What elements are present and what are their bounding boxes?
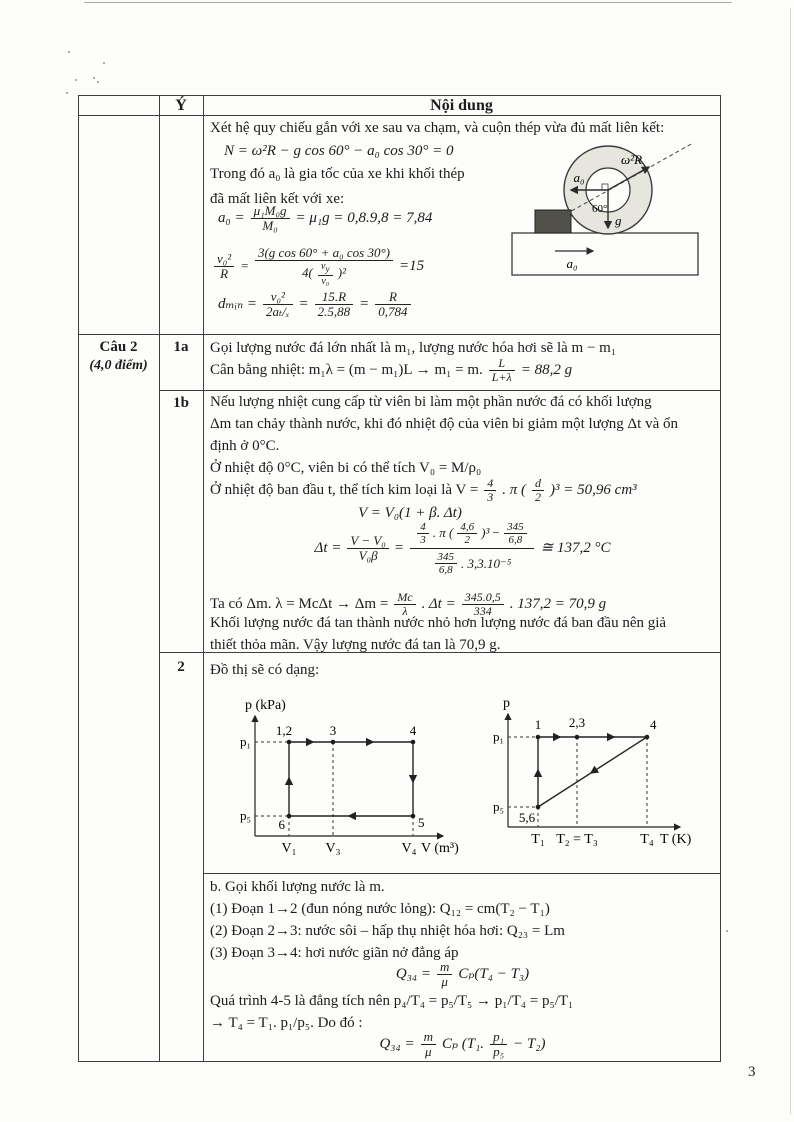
cau1-line2: Trong đó a₀ là gia tốc của xe khi khối thép [210, 166, 465, 182]
pt-diagram [490, 696, 730, 858]
scan-speck [726, 930, 728, 932]
item-1b-line8: thiết thỏa mãn. Vậy lượng nước đá tan là 70,9 g. [210, 637, 501, 653]
eqdt-rhs: ≅ 137,2 °C [540, 540, 611, 557]
table-border-bottom [78, 1061, 721, 1062]
item-2b-eq2: Q₃₄ = $\frac{m}{\mu}$ Cₚ (T₁. $\frac{\text{p₁}}{\text{p₅}}$ − T₂) [379, 1029, 546, 1060]
item-1b-eqv: V = V₀(1 + β. Δt) [358, 505, 462, 521]
col-divider-1 [159, 95, 160, 1061]
cau2-points: (4,0 điểm) [89, 358, 148, 373]
row-divider-graphs-b [203, 873, 721, 874]
scan-speck [68, 51, 70, 53]
pv-point-3: 3 [329, 723, 337, 738]
cart-body [512, 233, 698, 275]
item-1b-eqdt: Δt = $\frac{\text{V − V₀}}{\text{V₀β}}$ = $\frac{4}{3}$ . π ( $\frac{4,6}{2}$ )³ − $\frac{345}{6,8}$ $\frac{345}{6,8}$ . 3,3.10⁻⁵ ≅ 137,2 °C [314, 521, 611, 577]
pt-point-56: 5,6 [518, 810, 536, 825]
pv-point-12: 1,2 [275, 723, 293, 738]
eq-v0-frac2: 3(g cos 60° + a₀ cos 30°) 4( $\frac{vy}{\text{v₀}}$ )² [255, 246, 393, 287]
a0-label: a₀ [573, 170, 585, 185]
1a-eq-pre: Cân bằng nhiệt: m₁λ = (m − m₁)L → m₁ = m. [210, 362, 483, 379]
scan-edge-line [84, 2, 732, 3]
eq-v0-equals: = [240, 258, 249, 274]
eqdt-lhs: Δt = [314, 540, 342, 557]
item-2-label: 2 [177, 659, 185, 675]
eq-v0-nested-frac: $\frac{vy}{\text{v₀}}$ [318, 261, 332, 287]
pv-diagram [225, 696, 475, 858]
scan-right-edge [790, 8, 791, 1114]
item-1b-line6: Ta có Δm. λ = McΔt → Δm = $\frac{Mc}{\lambda}$ . Δt = $\frac{345.0,5}{334}$ . 137,2 = 70,9 g [210, 590, 607, 619]
item-2b-line6: → T₄ = T₁. p₁/p₅. Do đó : [210, 1015, 363, 1031]
pv-state-points [287, 740, 416, 819]
eqdt-big-fraction [410, 521, 533, 576]
pt-point-4: 4 [650, 717, 657, 732]
eq-v0-tail: =15 [398, 258, 425, 275]
col-divider-2 [203, 95, 204, 1061]
item-1a-eq [210, 357, 572, 384]
pt-p1-tick: p₁ [492, 729, 504, 744]
item-1a-label: 1a [173, 339, 189, 355]
1a-eq-tail: = 88,2 g [520, 362, 573, 379]
cau1-eq-dmin: dₘᵢₙ = $\frac{\text{v₀²}}{\text{2aₜ/ₓ}}$ = $\frac{15.R}{2.5,88}$ = $\frac{R}{0,784}$ [218, 290, 413, 320]
pv-v4-tick: V₄ [401, 841, 417, 856]
table-border-left [78, 95, 79, 1061]
eqdt-big-numerator: $\frac{4}{3}$ . π ( $\frac{4,6}{2}$ )³ − $\frac{345}{6,8}$ [410, 521, 533, 549]
row-divider-cau1-cau2 [78, 334, 721, 335]
item-2b-line2: (1) Đoạn 1→2 (đun nóng nước lỏng): Q₁₂ = cm(T₂ − T₁) [210, 901, 550, 917]
item-1b-line7: Khối lượng nước đá tan thành nước nhỏ hơn lượng nước đá ban đầu nên giả [210, 615, 667, 631]
page-number: 3 [748, 1064, 756, 1080]
header-y: Ý [175, 97, 187, 114]
pv-title: p (kPa) [245, 698, 286, 713]
item-1b-line2: Δm tan chảy thành nước, khi đó nhiệt độ của viên bi giảm một lượng Δt và ổn [210, 416, 678, 432]
pv-point-4: 4 [409, 723, 417, 738]
scan-speck [66, 92, 68, 94]
pv-point-6: 6 [278, 817, 285, 832]
block-on-cart [535, 210, 571, 233]
item-1b-line3: định ở 0°C. [210, 438, 280, 454]
eq-a0-tail: = μ₁g = 0,8.9,8 = 7,84 [295, 210, 433, 227]
item-2b-line1: b. Gọi khối lượng nước là m. [210, 879, 385, 895]
omega2R-label: ω²R [621, 152, 643, 167]
pv-v3-tick: V₃ [325, 841, 341, 856]
pt-t4-tick: T₄ [640, 832, 654, 847]
eq-v0-frac1: $\frac{\text{v₀²}}{R}$ [214, 252, 234, 282]
cart-a0-label: a₀ [566, 256, 578, 271]
pv-p1-tick: p₁ [239, 734, 251, 749]
1a-eq-fraction: $\frac{L}{L+\lambda}$ [489, 357, 515, 384]
item-1b-label: 1b [173, 395, 189, 411]
eq-v0-denominator: 4( $\frac{vy}{\text{v₀}}$ )² [301, 261, 346, 288]
cau1-eq-n: N = ω²R − g cos 60° − a₀ cos 30° = 0 [224, 143, 454, 159]
cau1-eq-v0 [212, 246, 424, 287]
cau2-label: Câu 2 [99, 339, 138, 355]
item-1a-line1: Gọi lượng nước đá lớn nhất là m₁, lượng nước hóa hơi sẽ là m − m₁ [210, 340, 617, 356]
cau1-line1: Xét hệ quy chiếu gắn với xe sau va chạm, và cuộn thép vừa đủ mất liên kết: [210, 120, 665, 136]
pt-t1-tick: T₁ [531, 832, 545, 847]
pv-point-5: 5 [418, 815, 425, 830]
item-1b-line1: Nếu lượng nhiệt cung cấp từ viên bi làm một phần nước đá có khối lượng [210, 394, 652, 410]
scan-speck [93, 77, 95, 79]
pv-cycle-path [289, 742, 413, 816]
eq-a0-lhs: a₀ = [218, 210, 245, 227]
pv-v1-tick: V₁ [281, 841, 297, 856]
item-2-intro: Đồ thị sẽ có dạng: [210, 662, 320, 678]
pt-x-axis-label: T (K) [660, 832, 692, 847]
mechanics-diagram [505, 130, 717, 280]
1b-l5-pre: Ở nhiệt độ ban đầu t, thể tích kim loại là V = [210, 482, 479, 499]
angle-label: 60° [592, 203, 608, 215]
item-2b-eq1: Q₃₄ = $\frac{m}{\mu}$ Cₚ(T₄ − T₃) [395, 959, 530, 990]
eq-a0-fraction: $\frac{\text{μ₁M₀g}}{\text{M₀}}$ [251, 204, 290, 234]
item-2b-line4: (3) Đoạn 3→4: hơi nước giãn nở đẳng áp [210, 945, 459, 961]
cau1-eq-a0 [218, 204, 432, 234]
scan-speck [75, 79, 77, 81]
pt-point-23: 2,3 [568, 715, 586, 730]
pt-t23-tick: T₂ = T₃ [556, 832, 598, 847]
item-1b-line4: Ở nhiệt độ 0°C, viên bi có thể tích V₀ = M/ρ₀ [210, 460, 482, 476]
pt-title: p [503, 696, 510, 711]
g-label: g [615, 213, 622, 228]
header-noi-dung: Nội dung [430, 97, 493, 114]
scan-speck [97, 81, 99, 83]
row-divider-1a-1b [159, 390, 721, 391]
item-2b-line5: Quá trình 4-5 là đẳng tích nên p₄/T₄ = p₅/T₅ → p₁/T₄ = p₅/T₁ [210, 993, 574, 1009]
eqdt-big-denominator: $\frac{345}{6,8}$ . 3,3.10⁻⁵ [428, 549, 517, 576]
cau1-line3: đã mất liên kết với xe: [210, 191, 345, 207]
item-2b-line3: (2) Đoạn 2→3: nước sôi – hấp thụ nhiệt hóa hơi: Q₂₃ = Lm [210, 923, 565, 939]
table-border-right [720, 95, 721, 1061]
scan-speck [103, 62, 105, 64]
pv-p5-tick: p₅ [239, 808, 251, 823]
pt-p5-tick: p₅ [492, 799, 504, 814]
pv-x-axis-label: V (m³) [421, 841, 459, 856]
item-1b-line5: Ở nhiệt độ ban đầu t, thể tích kim loại là V = $\frac{4}{3}$ . π ( $\frac{d}{2}$ )³ = 50,96 cm³ [210, 476, 637, 505]
eq-dmin-lhs: dₘᵢₙ = [218, 296, 258, 313]
pt-point-1: 1 [534, 717, 542, 732]
